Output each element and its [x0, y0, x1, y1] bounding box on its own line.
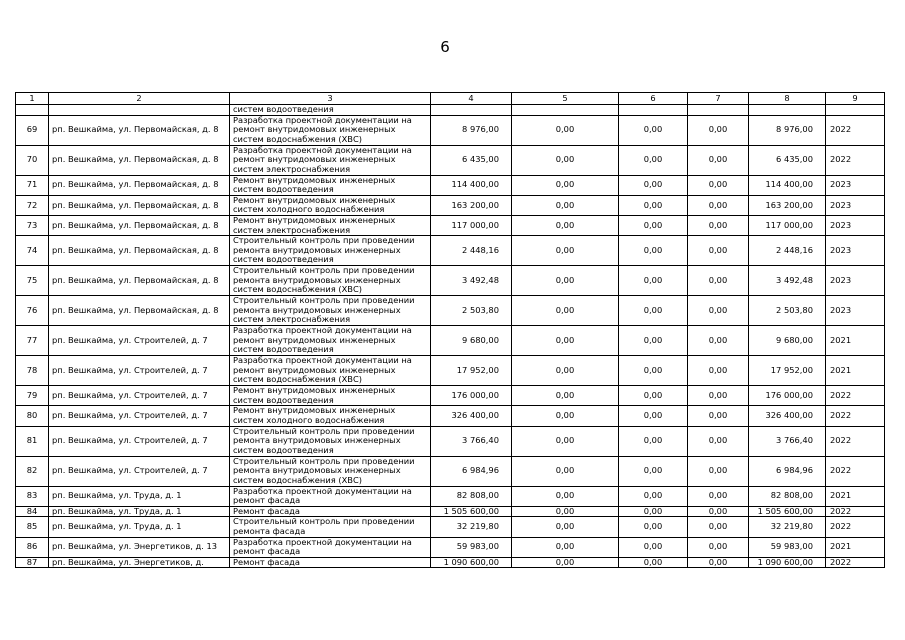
fund-cell-6: 0,00	[619, 266, 688, 296]
total-cost-cell: 6 984,96	[431, 456, 512, 486]
col-header-6: 6	[619, 93, 688, 105]
fund-cell-7: 0,00	[688, 115, 749, 145]
row-number-cell: 80	[16, 406, 49, 426]
table-row	[16, 386, 885, 406]
fund-cell-6: 0,00	[619, 195, 688, 215]
fund-cell-8: 17 952,00	[749, 356, 826, 386]
fund-cell-6: 0,00	[619, 456, 688, 486]
col-header-7: 7	[688, 93, 749, 105]
fund-cell-7: 0,00	[688, 406, 749, 426]
fund-cell-8: 176 000,00	[749, 386, 826, 406]
fund-cell-7: 0,00	[688, 537, 749, 557]
address-cell: рп. Вешкайма, ул. Строителей, д. 7	[49, 456, 230, 486]
fund-cell-5: 0,00	[512, 175, 619, 195]
fund-cell-8: 2 448,16	[749, 236, 826, 266]
fund-cell-6: 0,00	[619, 356, 688, 386]
address-cell: рп. Вешкайма, ул. Первомайская, д. 8	[49, 145, 230, 175]
row-number-cell: 69	[16, 115, 49, 145]
address-cell: рп. Вешкайма, ул. Первомайская, д. 8	[49, 215, 230, 235]
table-row	[16, 195, 885, 215]
fund-cell-7: 0,00	[688, 506, 749, 517]
fund-cell-7: 0,00	[688, 215, 749, 235]
address-cell: рп. Вешкайма, ул. Энергетиков, д. 13	[49, 537, 230, 557]
year-cell: 2023	[826, 215, 885, 235]
year-cell: 2023	[826, 266, 885, 296]
address-cell: рп. Вешкайма, ул. Строителей, д. 7	[49, 356, 230, 386]
fund-cell-6: 0,00	[619, 145, 688, 175]
fund-cell-5: 0,00	[512, 236, 619, 266]
col-header-4: 4	[431, 93, 512, 105]
row-number-cell: 70	[16, 145, 49, 175]
total-cost-cell: 114 400,00	[431, 175, 512, 195]
fund-cell-8: 114 400,00	[749, 175, 826, 195]
repair-plan-table	[15, 92, 885, 568]
work-type-cell: Разработка проектной документации на ремонт внутридомовых инженерных систем водоснабжения (ХВС)	[230, 115, 431, 145]
year-cell: 2022	[826, 406, 885, 426]
work-type-cell: Ремонт внутридомовых инженерных систем холодного водоснабжения	[230, 406, 431, 426]
fund-cell-5: 0,00	[512, 115, 619, 145]
address-cell: рп. Вешкайма, ул. Энергетиков, д.	[49, 557, 230, 568]
year-cell: 2023	[826, 195, 885, 215]
fund-cell-8: 6 435,00	[749, 145, 826, 175]
fund-cell-5: 0,00	[512, 356, 619, 386]
year-cell: 2022	[826, 506, 885, 517]
address-cell: рп. Вешкайма, ул. Труда, д. 1	[49, 506, 230, 517]
fund-cell-5: 0,00	[512, 537, 619, 557]
fund-cell-5: 0,00	[512, 145, 619, 175]
row-number-cell: 73	[16, 215, 49, 235]
work-type-cell: Ремонт внутридомовых инженерных систем водоотведения	[230, 175, 431, 195]
fund-cell-8: 3 492,48	[749, 266, 826, 296]
table-row	[16, 557, 885, 568]
total-cost-cell: 1 505 600,00	[431, 506, 512, 517]
address-cell: рп. Вешкайма, ул. Строителей, д. 7	[49, 406, 230, 426]
work-type-cell: Ремонт внутридомовых инженерных систем холодного водоснабжения	[230, 195, 431, 215]
fund-cell-5: 0,00	[512, 296, 619, 326]
year-cell: 2023	[826, 236, 885, 266]
work-type-cell: Ремонт фасада	[230, 557, 431, 568]
total-cost-cell: 8 976,00	[431, 115, 512, 145]
table-row	[16, 266, 885, 296]
total-cost-cell: 59 983,00	[431, 537, 512, 557]
table-row	[16, 406, 885, 426]
col-header-3: 3	[230, 93, 431, 105]
total-cost-cell: 82 808,00	[431, 486, 512, 506]
fund-cell-8: 32 219,80	[749, 517, 826, 537]
fund-cell-6: 0,00	[619, 236, 688, 266]
work-type-cell: Строительный контроль при проведении ремонта фасада	[230, 517, 431, 537]
fund-cell-5: 0,00	[512, 266, 619, 296]
fund-cell-7: 0,00	[688, 175, 749, 195]
total-cost-cell: 176 000,00	[431, 386, 512, 406]
fund-cell-6: 0,00	[619, 426, 688, 456]
fund-cell-6: 0,00	[619, 175, 688, 195]
row-number-cell: 83	[16, 486, 49, 506]
year-cell: 2022	[826, 386, 885, 406]
row-number-cell: 85	[16, 517, 49, 537]
fund-cell-5: 0,00	[512, 386, 619, 406]
fund-cell-7: 0,00	[688, 456, 749, 486]
total-cost-cell: 117 000,00	[431, 215, 512, 235]
table-row	[16, 326, 885, 356]
total-cost-cell: 1 090 600,00	[431, 557, 512, 568]
fund-cell-8: 3 766,40	[749, 426, 826, 456]
address-cell: рп. Вешкайма, ул. Труда, д. 1	[49, 486, 230, 506]
total-cost-cell: 2 448,16	[431, 236, 512, 266]
fund-cell-8: 9 680,00	[749, 326, 826, 356]
table-row	[16, 175, 885, 195]
year-cell: 2023	[826, 175, 885, 195]
fund-cell-6: 0,00	[619, 517, 688, 537]
fund-cell-7: 0,00	[688, 145, 749, 175]
table-row	[16, 517, 885, 537]
address-cell: рп. Вешкайма, ул. Строителей, д. 7	[49, 426, 230, 456]
total-cost-cell: 326 400,00	[431, 406, 512, 426]
total-cost-cell: 3 766,40	[431, 426, 512, 456]
work-type-cell: Строительный контроль при проведении ремонта внутридомовых инженерных систем водоснабжения (ХВС)	[230, 456, 431, 486]
work-type-cell: Строительный контроль при проведении ремонта внутридомовых инженерных систем электроснабжения	[230, 296, 431, 326]
continuation-work-cell: систем водоотведения	[230, 105, 431, 116]
fund-cell-6: 0,00	[619, 506, 688, 517]
row-number-cell: 74	[16, 236, 49, 266]
row-number-cell: 72	[16, 195, 49, 215]
row-number-cell: 76	[16, 296, 49, 326]
fund-cell-5: 0,00	[512, 326, 619, 356]
total-cost-cell: 3 492,48	[431, 266, 512, 296]
work-type-cell: Ремонт внутридомовых инженерных систем электроснабжения	[230, 215, 431, 235]
row-number-cell: 71	[16, 175, 49, 195]
table-row	[16, 145, 885, 175]
table-row	[16, 296, 885, 326]
fund-cell-8: 117 000,00	[749, 215, 826, 235]
year-cell: 2021	[826, 486, 885, 506]
row-number-cell: 77	[16, 326, 49, 356]
total-cost-cell: 17 952,00	[431, 356, 512, 386]
work-type-cell: Ремонт фасада	[230, 506, 431, 517]
fund-cell-5: 0,00	[512, 406, 619, 426]
column-number-row	[16, 93, 885, 105]
col-header-5: 5	[512, 93, 619, 105]
row-number-cell: 84	[16, 506, 49, 517]
fund-cell-5: 0,00	[512, 486, 619, 506]
fund-cell-8: 326 400,00	[749, 406, 826, 426]
row-number-cell: 86	[16, 537, 49, 557]
total-cost-cell: 9 680,00	[431, 326, 512, 356]
table-row	[16, 456, 885, 486]
fund-cell-8: 163 200,00	[749, 195, 826, 215]
fund-cell-7: 0,00	[688, 326, 749, 356]
year-cell: 2022	[826, 426, 885, 456]
fund-cell-7: 0,00	[688, 557, 749, 568]
address-cell: рп. Вешкайма, ул. Первомайская, д. 8	[49, 296, 230, 326]
address-cell: рп. Вешкайма, ул. Первомайская, д. 8	[49, 115, 230, 145]
table-row	[16, 236, 885, 266]
fund-cell-6: 0,00	[619, 557, 688, 568]
col-header-2: 2	[49, 93, 230, 105]
fund-cell-5: 0,00	[512, 426, 619, 456]
address-cell: рп. Вешкайма, ул. Первомайская, д. 8	[49, 175, 230, 195]
total-cost-cell: 2 503,80	[431, 296, 512, 326]
table-row	[16, 506, 885, 517]
row-number-cell: 81	[16, 426, 49, 456]
fund-cell-7: 0,00	[688, 386, 749, 406]
work-type-cell: Ремонт внутридомовых инженерных систем водоотведения	[230, 386, 431, 406]
address-cell: рп. Вешкайма, ул. Первомайская, д. 8	[49, 195, 230, 215]
fund-cell-5: 0,00	[512, 195, 619, 215]
table-row	[16, 486, 885, 506]
fund-cell-8: 2 503,80	[749, 296, 826, 326]
fund-cell-6: 0,00	[619, 326, 688, 356]
fund-cell-6: 0,00	[619, 296, 688, 326]
fund-cell-8: 6 984,96	[749, 456, 826, 486]
address-cell: рп. Вешкайма, ул. Строителей, д. 7	[49, 386, 230, 406]
continuation-row	[16, 105, 885, 116]
page-number: 6	[440, 38, 450, 56]
work-type-cell: Разработка проектной документации на ремонт внутридомовых инженерных систем водоснабжения (ХВС)	[230, 356, 431, 386]
table-row	[16, 426, 885, 456]
total-cost-cell: 163 200,00	[431, 195, 512, 215]
year-cell: 2022	[826, 145, 885, 175]
fund-cell-6: 0,00	[619, 406, 688, 426]
fund-cell-6: 0,00	[619, 386, 688, 406]
address-cell: рп. Вешкайма, ул. Труда, д. 1	[49, 517, 230, 537]
address-cell: рп. Вешкайма, ул. Первомайская, д. 8	[49, 236, 230, 266]
table-row	[16, 356, 885, 386]
year-cell: 2022	[826, 557, 885, 568]
table-row	[16, 537, 885, 557]
fund-cell-6: 0,00	[619, 537, 688, 557]
year-cell: 2022	[826, 517, 885, 537]
fund-cell-8: 8 976,00	[749, 115, 826, 145]
fund-cell-7: 0,00	[688, 517, 749, 537]
year-cell: 2021	[826, 356, 885, 386]
fund-cell-8: 1 505 600,00	[749, 506, 826, 517]
row-number-cell: 78	[16, 356, 49, 386]
row-number-cell: 75	[16, 266, 49, 296]
row-number-cell: 87	[16, 557, 49, 568]
fund-cell-7: 0,00	[688, 426, 749, 456]
table-row	[16, 215, 885, 235]
row-number-cell: 82	[16, 456, 49, 486]
address-cell: рп. Вешкайма, ул. Строителей, д. 7	[49, 326, 230, 356]
year-cell: 2022	[826, 456, 885, 486]
col-header-9: 9	[826, 93, 885, 105]
year-cell: 2021	[826, 326, 885, 356]
col-header-8: 8	[749, 93, 826, 105]
work-type-cell: Строительный контроль при проведении ремонта внутридомовых инженерных систем водоснабжения (ХВС)	[230, 266, 431, 296]
fund-cell-6: 0,00	[619, 215, 688, 235]
fund-cell-6: 0,00	[619, 486, 688, 506]
fund-cell-7: 0,00	[688, 195, 749, 215]
fund-cell-8: 59 983,00	[749, 537, 826, 557]
work-type-cell: Разработка проектной документации на ремонт внутридомовых инженерных систем водоотведения	[230, 326, 431, 356]
fund-cell-7: 0,00	[688, 356, 749, 386]
fund-cell-5: 0,00	[512, 506, 619, 517]
work-type-cell: Строительный контроль при проведении ремонта внутридомовых инженерных систем водоотведения	[230, 236, 431, 266]
work-type-cell: Разработка проектной документации на ремонт внутридомовых инженерных систем электроснабжения	[230, 145, 431, 175]
work-type-cell: Разработка проектной документации на ремонт фасада	[230, 537, 431, 557]
fund-cell-8: 1 090 600,00	[749, 557, 826, 568]
year-cell: 2022	[826, 115, 885, 145]
fund-cell-7: 0,00	[688, 296, 749, 326]
fund-cell-5: 0,00	[512, 517, 619, 537]
year-cell: 2023	[826, 296, 885, 326]
table-row	[16, 115, 885, 145]
year-cell: 2021	[826, 537, 885, 557]
total-cost-cell: 6 435,00	[431, 145, 512, 175]
fund-cell-5: 0,00	[512, 557, 619, 568]
total-cost-cell: 32 219,80	[431, 517, 512, 537]
address-cell: рп. Вешкайма, ул. Первомайская, д. 8	[49, 266, 230, 296]
row-number-cell: 79	[16, 386, 49, 406]
fund-cell-5: 0,00	[512, 215, 619, 235]
fund-cell-6: 0,00	[619, 115, 688, 145]
fund-cell-7: 0,00	[688, 486, 749, 506]
col-header-1: 1	[16, 93, 49, 105]
fund-cell-7: 0,00	[688, 236, 749, 266]
fund-cell-7: 0,00	[688, 266, 749, 296]
work-type-cell: Разработка проектной документации на ремонт фасада	[230, 486, 431, 506]
work-type-cell: Строительный контроль при проведении ремонта внутридомовых инженерных систем водоотведения	[230, 426, 431, 456]
fund-cell-8: 82 808,00	[749, 486, 826, 506]
fund-cell-5: 0,00	[512, 456, 619, 486]
